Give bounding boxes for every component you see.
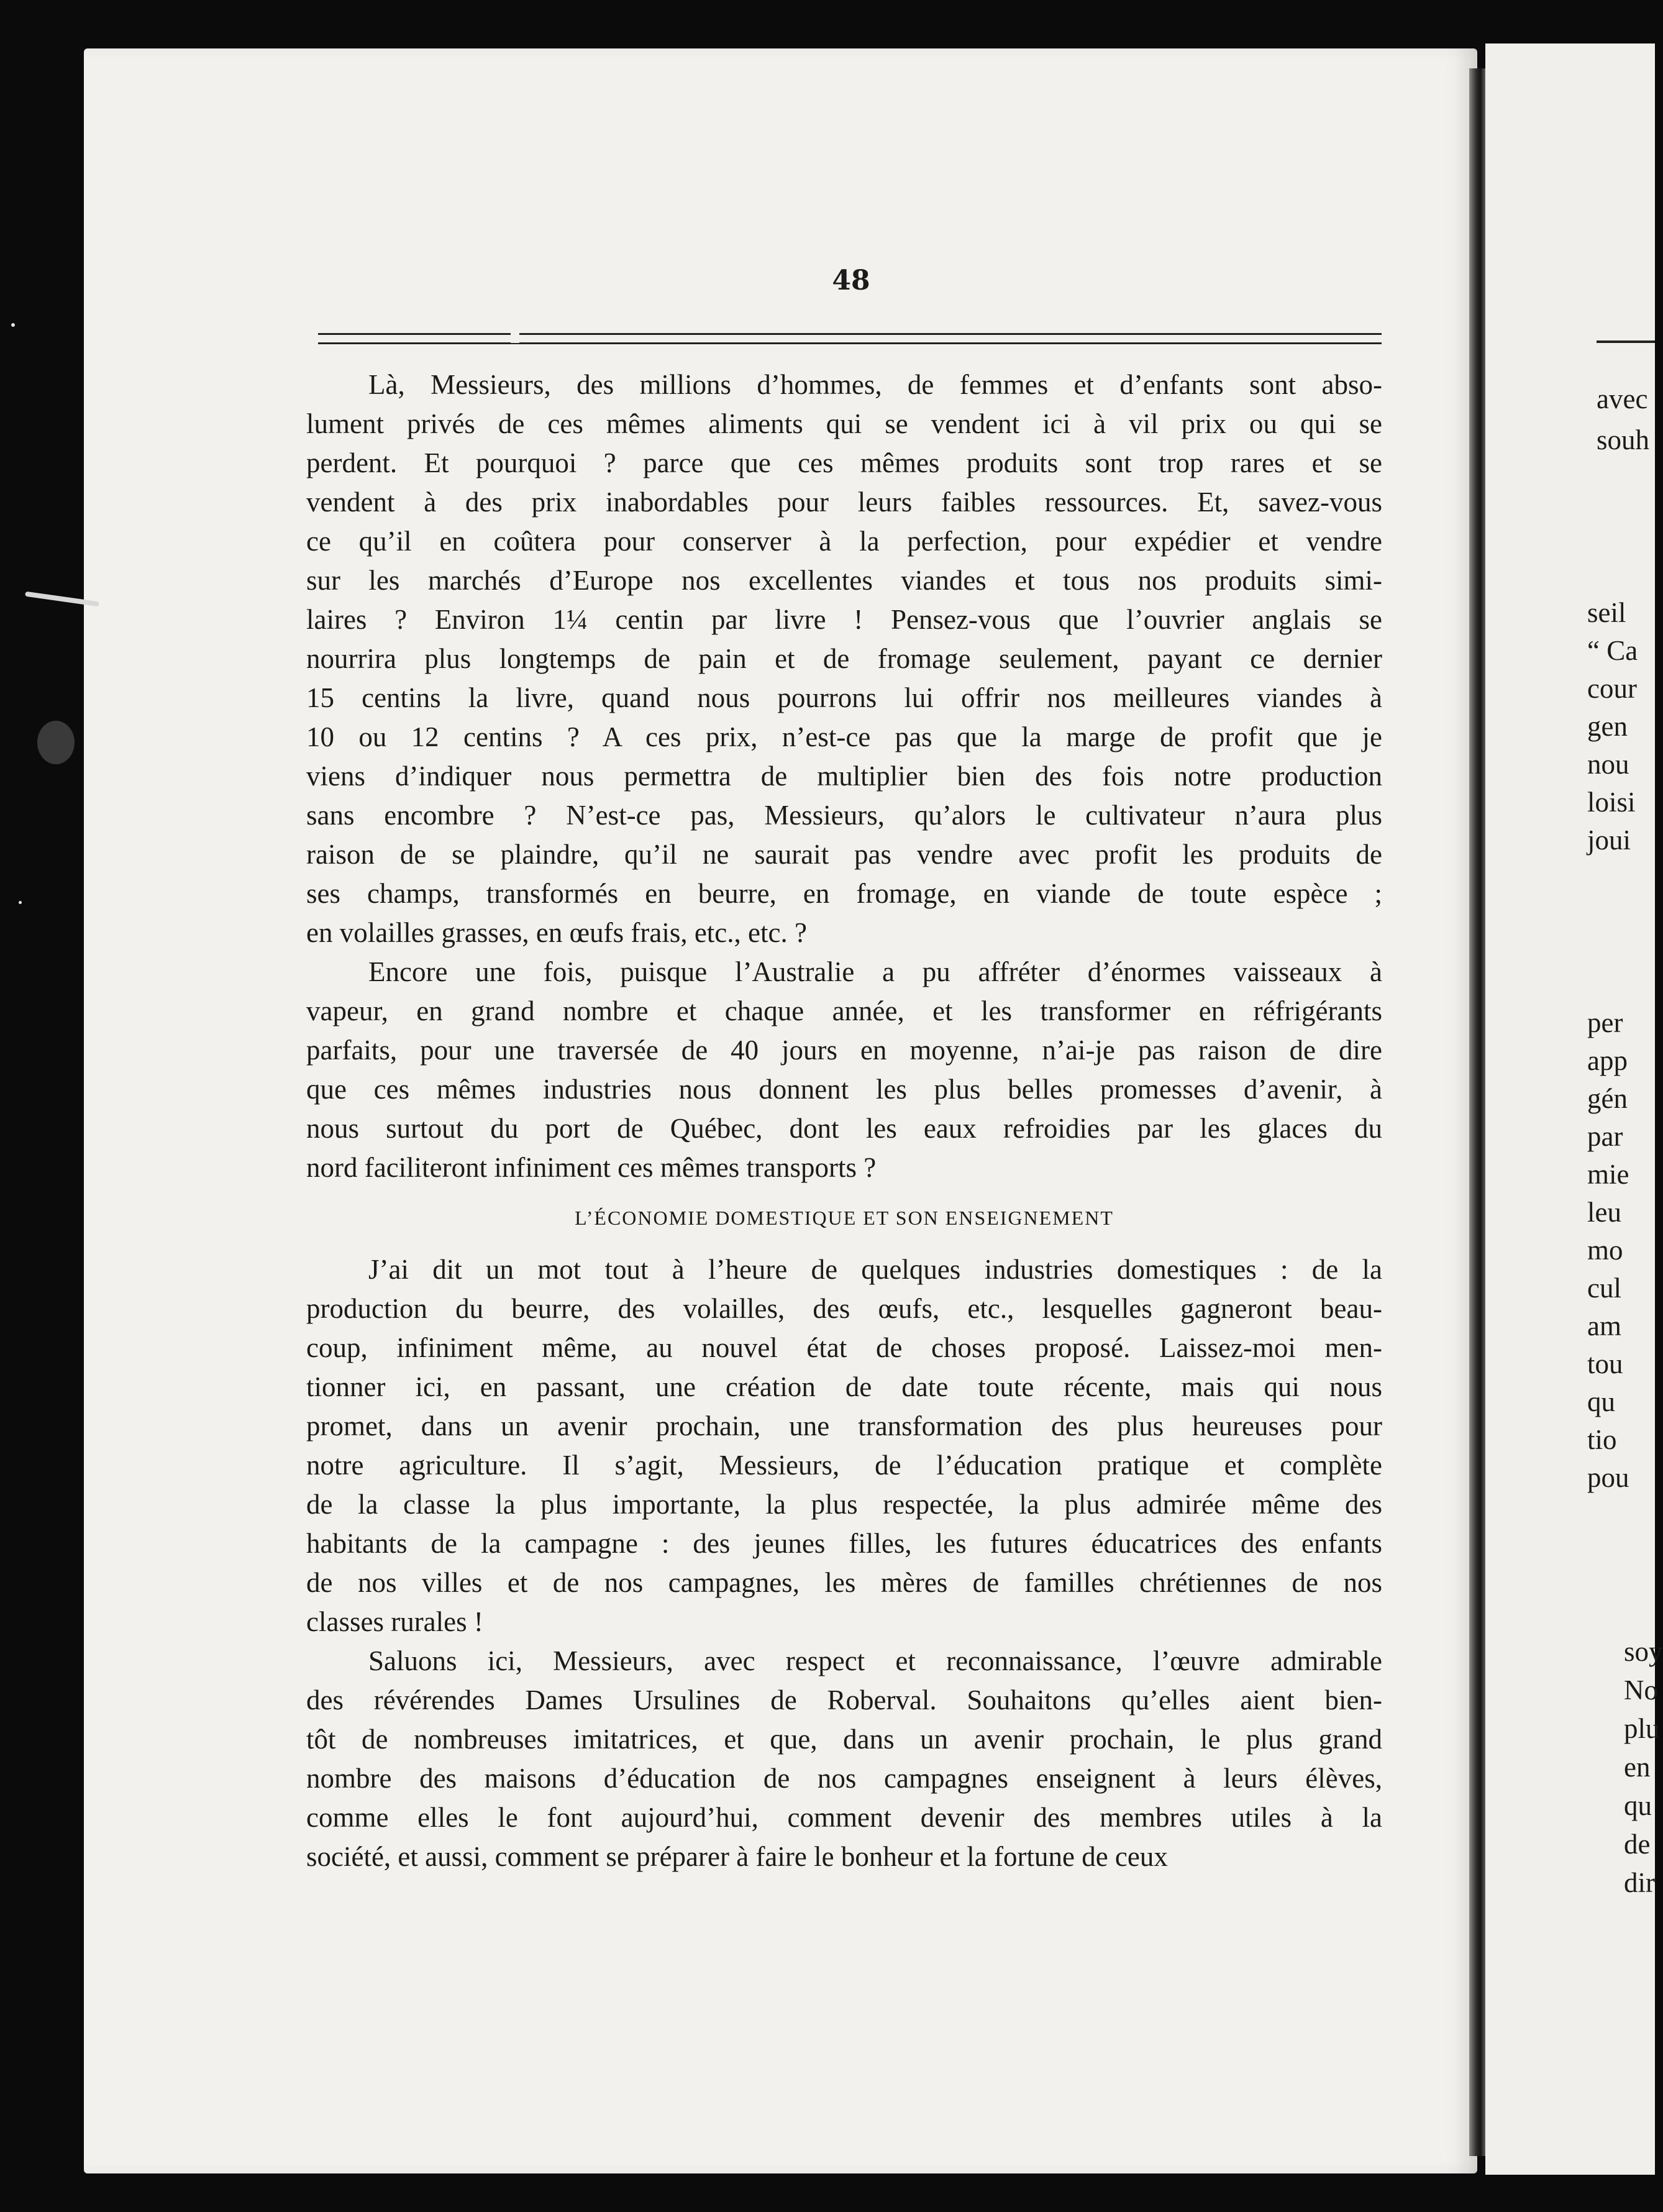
text-line: lument privés de ces mêmes aliments qui se vendent ici à vil prix ou qui se xyxy=(306,408,1382,439)
facing-page-fragment: soy xyxy=(1624,1636,1663,1667)
text-line: de nos villes et de nos campagnes, les mères de familles chrétiennes de nos xyxy=(306,1567,1382,1598)
section-heading: L’ÉCONOMIE DOMESTIQUE ET SON ENSEIGNEMENT xyxy=(575,1207,1114,1229)
text-line: vapeur, en grand nombre et chaque année, et les transformer en réfrigérants xyxy=(306,995,1382,1026)
facing-page-fragment: qu xyxy=(1587,1386,1615,1417)
text-line: tionner ici, en passant, une création de date toute récente, mais qui nous xyxy=(306,1371,1382,1402)
facing-page-fragment: per xyxy=(1587,1007,1623,1038)
text-line: J’ai dit un mot tout à l’heure de quelques industries domestiques : de la xyxy=(368,1254,1382,1285)
facing-page-fragment: “ Ca xyxy=(1587,635,1638,666)
text-line: nourrira plus longtemps de pain et de fromage seulement, payant ce dernier xyxy=(306,643,1382,674)
facing-page-rule xyxy=(1597,340,1655,343)
text-line: production du beurre, des volailles, des œufs, etc., lesquelles gagneront beau- xyxy=(306,1293,1382,1324)
book-gutter xyxy=(1469,68,1485,2156)
text-line: comme elles le font aujourd’hui, comment devenir des membres utiles à la xyxy=(306,1802,1382,1833)
facing-page-fragment: tou xyxy=(1587,1348,1623,1379)
facing-page-fragment: de xyxy=(1624,1829,1651,1860)
facing-page-fragment: mo xyxy=(1587,1235,1623,1266)
facing-page-fragment: nou xyxy=(1587,749,1629,780)
facing-page-fragment: cul xyxy=(1587,1273,1621,1304)
text-line: nombre des maisons d’éducation de nos campagnes enseignent à leurs élèves, xyxy=(306,1763,1382,1794)
facing-page-fragment: gén xyxy=(1587,1083,1628,1114)
text-line: sur les marchés d’Europe nos excellentes viandes et tous nos produits simi- xyxy=(306,565,1382,596)
facing-page-fragment: qu xyxy=(1624,1790,1652,1821)
text-line: des révérendes Dames Ursulines de Roberval. Souhaitons qu’elles aient bien- xyxy=(306,1684,1382,1716)
header-rule-gap xyxy=(511,331,519,343)
facing-page-fragment: avec xyxy=(1597,383,1648,414)
text-block-top xyxy=(306,365,1382,1187)
facing-page-fragment: tio xyxy=(1587,1424,1617,1455)
scan-speck xyxy=(37,721,75,764)
text-line: 10 ou 12 centins ? A ces prix, n’est-ce pas que la marge de profit que je xyxy=(306,721,1382,752)
facing-page-fragment: plu xyxy=(1624,1713,1660,1744)
text-line: de la classe la plus importante, la plus respectée, la plus admirée même des xyxy=(306,1489,1382,1520)
facing-page-fragment: dir xyxy=(1624,1867,1655,1898)
text-line: nord faciliteront infiniment ces mêmes transports ? xyxy=(306,1152,877,1183)
facing-page-fragment: en xyxy=(1624,1752,1651,1783)
text-line: promet, dans un avenir prochain, une transformation des plus heureuses pour xyxy=(306,1410,1382,1442)
facing-page-fragment: pou xyxy=(1587,1462,1629,1493)
scan-speck xyxy=(19,901,22,904)
text-line: viens d’indiquer nous permettra de multiplier bien des fois notre production xyxy=(306,761,1382,792)
text-line: nous surtout du port de Québec, dont les eaux refroidies par les glaces du xyxy=(306,1113,1382,1144)
facing-page-fragment: seil xyxy=(1587,597,1626,628)
facing-page-fragment: gen xyxy=(1587,711,1628,742)
text-line: que ces mêmes industries nous donnent les plus belles promesses d’avenir, à xyxy=(306,1074,1382,1105)
text-line: Là, Messieurs, des millions d’hommes, de femmes et d’enfants sont abso- xyxy=(368,369,1382,400)
text-line: raison de se plaindre, qu’il ne saurait pas vendre avec profit les produits de xyxy=(306,839,1382,870)
text-block-bottom xyxy=(306,1250,1382,1876)
text-line: coup, infiniment même, au nouvel état de choses proposé. Laissez-moi men- xyxy=(306,1332,1382,1363)
text-line: classes rurales ! xyxy=(306,1606,483,1637)
text-line: 15 centins la livre, quand nous pourrons lui offrir nos meilleures viandes à xyxy=(306,682,1382,713)
text-line: société, et aussi, comment se préparer à faire le bonheur et la fortune de ceux xyxy=(306,1841,1168,1872)
text-line: parfaits, pour une traversée de 40 jours en moyenne, n’ai-je pas raison de dire xyxy=(306,1035,1382,1066)
text-line: vendent à des prix inabordables pour leurs faibles ressources. Et, savez-vous xyxy=(306,487,1382,518)
text-line: sans encombre ? N’est-ce pas, Messieurs, qu’alors le cultivateur n’aura plus xyxy=(306,800,1382,831)
text-line: Encore une fois, puisque l’Australie a pu affréter d’énormes vaisseaux à xyxy=(368,956,1382,987)
facing-page-fragment: cour xyxy=(1587,673,1637,704)
header-double-rule xyxy=(318,333,1382,344)
text-line: ce qu’il en coûtera pour conserver à la perfection, pour expédier et vendre xyxy=(306,526,1382,557)
facing-page-fragment: souh xyxy=(1597,424,1650,455)
text-line: notre agriculture. Il s’agit, Messieurs, de l’éducation pratique et complète xyxy=(306,1450,1382,1481)
text-line: tôt de nombreuses imitatrices, et que, dans un avenir prochain, le plus grand xyxy=(306,1724,1382,1755)
facing-page-fragment: am xyxy=(1587,1310,1621,1341)
facing-page-fragment: app xyxy=(1587,1045,1628,1076)
text-line: ses champs, transformés en beurre, en fromage, en viande de toute espèce ; xyxy=(306,878,1382,909)
facing-page-fragment: par xyxy=(1587,1121,1623,1152)
text-line: laires ? Environ 1¼ centin par livre ! Pensez-vous que l’ouvrier anglais se xyxy=(306,604,1382,635)
text-line: Saluons ici, Messieurs, avec respect et reconnaissance, l’œuvre admirable xyxy=(368,1645,1382,1676)
facing-page-fragment: leu xyxy=(1587,1197,1621,1228)
facing-page-fragment: mie xyxy=(1587,1159,1629,1190)
text-line: en volailles grasses, en œufs frais, etc., etc. ? xyxy=(306,917,807,948)
facing-page-fragment: joui xyxy=(1587,825,1631,856)
page-number: 48 xyxy=(832,265,870,296)
facing-page-fragment: No xyxy=(1624,1675,1658,1706)
text-line: perdent. Et pourquoi ? parce que ces mêmes produits sont trop rares et se xyxy=(306,447,1382,478)
text-line: habitants de la campagne : des jeunes filles, les futures éducatrices des enfants xyxy=(306,1528,1382,1559)
scan-speck xyxy=(11,323,15,327)
facing-page-fragment: loisi xyxy=(1587,787,1636,818)
